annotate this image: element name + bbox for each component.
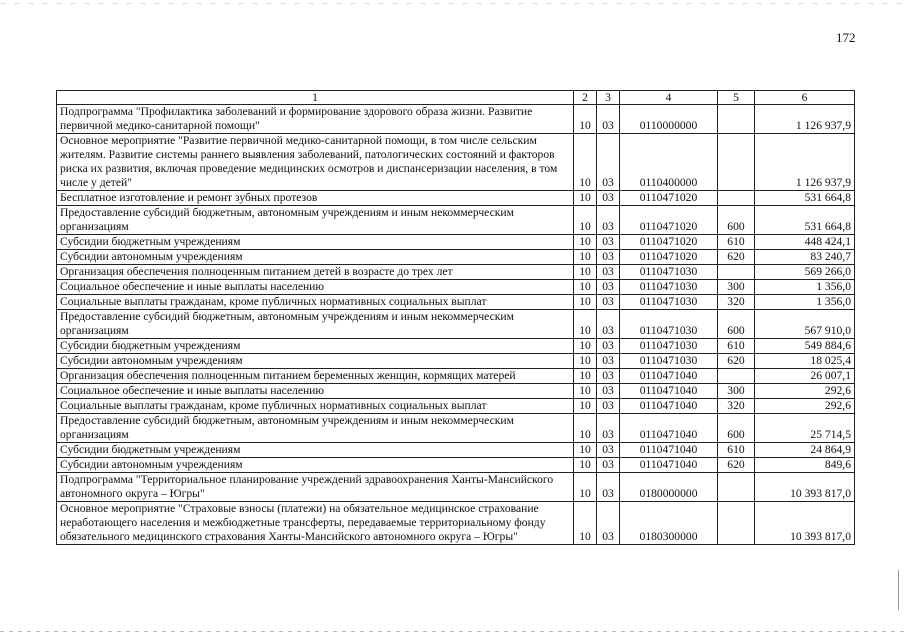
cell-amount: 25 714,5 [755,414,855,443]
cell-name: Субсидии автономным учреждениям [57,354,574,369]
cell-subsection: 03 [597,384,620,399]
cell-target-item: 0110471040 [620,369,718,384]
cell-expense-type: 600 [718,414,755,443]
cell-name: Субсидии автономным учреждениям [57,250,574,265]
cell-amount: 10 393 817,0 [755,473,855,502]
cell-target-item: 0110471040 [620,384,718,399]
cell-section: 10 [574,235,597,250]
budget-table [56,90,855,545]
cell-amount: 292,6 [755,384,855,399]
column-header-expense-type: 5 [718,91,755,105]
cell-amount: 10 393 817,0 [755,502,855,545]
cell-subsection: 03 [597,339,620,354]
column-header-target-item: 4 [620,91,718,105]
cell-target-item: 0110471020 [620,191,718,206]
cell-subsection: 03 [597,105,620,134]
cell-name: Социальное обеспечение и иные выплаты населению [57,280,574,295]
cell-expense-type [718,502,755,545]
cell-section: 10 [574,473,597,502]
table-row [57,235,855,250]
table-row [57,399,855,414]
cell-subsection: 03 [597,295,620,310]
cell-amount: 83 240,7 [755,250,855,265]
cell-target-item: 0110471040 [620,414,718,443]
page-number: 172 [836,30,856,45]
cell-expense-type: 610 [718,235,755,250]
cell-target-item: 0110471020 [620,250,718,265]
cell-name: Организация обеспечения полноценным питанием детей в возрасте до трех лет [57,265,574,280]
cell-expense-type: 620 [718,354,755,369]
cell-name: Субсидии автономным учреждениям [57,458,574,473]
cell-name: Бесплатное изготовление и ремонт зубных протезов [57,191,574,206]
cell-amount: 1 126 937,9 [755,105,855,134]
cell-target-item: 0110471030 [620,310,718,339]
cell-section: 10 [574,354,597,369]
cell-subsection: 03 [597,206,620,235]
table-row [57,265,855,280]
cell-amount: 292,6 [755,399,855,414]
cell-name: Подпрограмма "Профилактика заболеваний и формирование здорового образа жизни. Развитие первичной медико-санитарной помощи" [57,105,574,134]
cell-expense-type [718,265,755,280]
cell-subsection: 03 [597,191,620,206]
cell-expense-type: 300 [718,384,755,399]
cell-section: 10 [574,339,597,354]
cell-expense-type [718,473,755,502]
cell-subsection: 03 [597,502,620,545]
scan-artifact-top [0,3,905,4]
cell-amount: 1 126 937,9 [755,134,855,191]
cell-target-item: 0110471030 [620,265,718,280]
cell-section: 10 [574,250,597,265]
table-body [57,105,855,545]
cell-amount: 531 664,8 [755,206,855,235]
table-row [57,384,855,399]
cell-section: 10 [574,502,597,545]
cell-amount: 567 910,0 [755,310,855,339]
cell-name: Предоставление субсидий бюджетным, автономным учреждениям и иным некоммерческим организациям [57,414,574,443]
cell-name: Субсидии бюджетным учреждениям [57,339,574,354]
cell-name: Предоставление субсидий бюджетным, автономным учреждениям и иным некоммерческим организациям [57,310,574,339]
table-row [57,369,855,384]
cell-name: Социальное обеспечение и иные выплаты населению [57,384,574,399]
cell-section: 10 [574,310,597,339]
cell-section: 10 [574,280,597,295]
cell-amount: 24 864,9 [755,443,855,458]
cell-name: Основное мероприятие "Развитие первичной медико-санитарной помощи, в том числе сельским жителям. Развитие системы раннего выявления заболеваний, патологических состояний и факторов риска их развития, включая проведение медицинских осмотров и диспансеризации населения, в том числе у детей" [57,134,574,191]
cell-expense-type: 610 [718,339,755,354]
cell-section: 10 [574,105,597,134]
table-row [57,295,855,310]
table-row [57,354,855,369]
cell-expense-type [718,134,755,191]
cell-expense-type: 320 [718,399,755,414]
cell-subsection: 03 [597,235,620,250]
cell-subsection: 03 [597,443,620,458]
cell-subsection: 03 [597,414,620,443]
cell-target-item: 0110000000 [620,105,718,134]
table-row [57,250,855,265]
column-header-amount: 6 [755,91,855,105]
cell-section: 10 [574,369,597,384]
cell-expense-type: 600 [718,310,755,339]
cell-amount: 849,6 [755,458,855,473]
cell-expense-type: 300 [718,280,755,295]
cell-name: Предоставление субсидий бюджетным, автономным учреждениям и иным некоммерческим организациям [57,206,574,235]
cell-target-item: 0110471040 [620,399,718,414]
cell-amount: 18 025,4 [755,354,855,369]
table-header-row [57,91,855,105]
cell-subsection: 03 [597,134,620,191]
column-header-section: 2 [574,91,597,105]
table-row [57,105,855,134]
cell-amount: 1 356,0 [755,295,855,310]
cell-section: 10 [574,399,597,414]
cell-name: Субсидии бюджетным учреждениям [57,235,574,250]
table-row [57,280,855,295]
cell-section: 10 [574,295,597,310]
column-header-name: 1 [57,91,574,105]
cell-target-item: 0180300000 [620,502,718,545]
table-row [57,443,855,458]
cell-amount: 26 007,1 [755,369,855,384]
cell-name: Социальные выплаты гражданам, кроме публичных нормативных социальных выплат [57,295,574,310]
scan-artifact-bottom [0,631,905,632]
cell-subsection: 03 [597,280,620,295]
cell-expense-type [718,105,755,134]
cell-target-item: 0180000000 [620,473,718,502]
cell-target-item: 0110471030 [620,280,718,295]
cell-expense-type: 610 [718,443,755,458]
cell-subsection: 03 [597,354,620,369]
cell-name: Основное мероприятие "Страховые взносы (платежи) на обязательное медицинское страхование неработающего населения и межбюджетные трансферты, передаваемые территориальному фонду обязательного медицинского страхования Ханты-Мансийского автономного округа – Югры" [57,502,574,545]
table-row [57,134,855,191]
table-row [57,191,855,206]
cell-subsection: 03 [597,369,620,384]
column-header-subsection: 3 [597,91,620,105]
cell-target-item: 0110471040 [620,458,718,473]
table-row [57,339,855,354]
cell-target-item: 0110471030 [620,295,718,310]
cell-name: Субсидии бюджетным учреждениям [57,443,574,458]
cell-expense-type [718,191,755,206]
cell-amount: 549 884,6 [755,339,855,354]
cell-expense-type: 600 [718,206,755,235]
cell-target-item: 0110471030 [620,354,718,369]
table-row [57,310,855,339]
cell-expense-type [718,369,755,384]
cell-subsection: 03 [597,265,620,280]
cell-section: 10 [574,265,597,280]
cell-amount: 569 266,0 [755,265,855,280]
cell-amount: 1 356,0 [755,280,855,295]
cell-name: Подпрограмма "Территориальное планирование учреждений здравоохранения Ханты-Мансийского автономного округа – Югры" [57,473,574,502]
table-row [57,414,855,443]
cell-amount: 531 664,8 [755,191,855,206]
cell-subsection: 03 [597,399,620,414]
cell-subsection: 03 [597,473,620,502]
cell-name: Организация обеспечения полноценным питанием беременных женщин, кормящих матерей [57,369,574,384]
cell-section: 10 [574,191,597,206]
page-edge-line [898,570,899,610]
cell-expense-type: 620 [718,458,755,473]
cell-name: Социальные выплаты гражданам, кроме публичных нормативных социальных выплат [57,399,574,414]
table-row [57,502,855,545]
cell-subsection: 03 [597,310,620,339]
cell-amount: 448 424,1 [755,235,855,250]
cell-section: 10 [574,443,597,458]
cell-expense-type: 320 [718,295,755,310]
table-row [57,458,855,473]
cell-section: 10 [574,134,597,191]
cell-target-item: 0110471020 [620,206,718,235]
cell-target-item: 0110471020 [620,235,718,250]
table-row [57,206,855,235]
cell-target-item: 0110400000 [620,134,718,191]
cell-section: 10 [574,414,597,443]
table-row [57,473,855,502]
cell-target-item: 0110471030 [620,339,718,354]
cell-target-item: 0110471040 [620,443,718,458]
cell-subsection: 03 [597,250,620,265]
cell-section: 10 [574,384,597,399]
cell-section: 10 [574,458,597,473]
cell-subsection: 03 [597,458,620,473]
cell-expense-type: 620 [718,250,755,265]
cell-section: 10 [574,206,597,235]
